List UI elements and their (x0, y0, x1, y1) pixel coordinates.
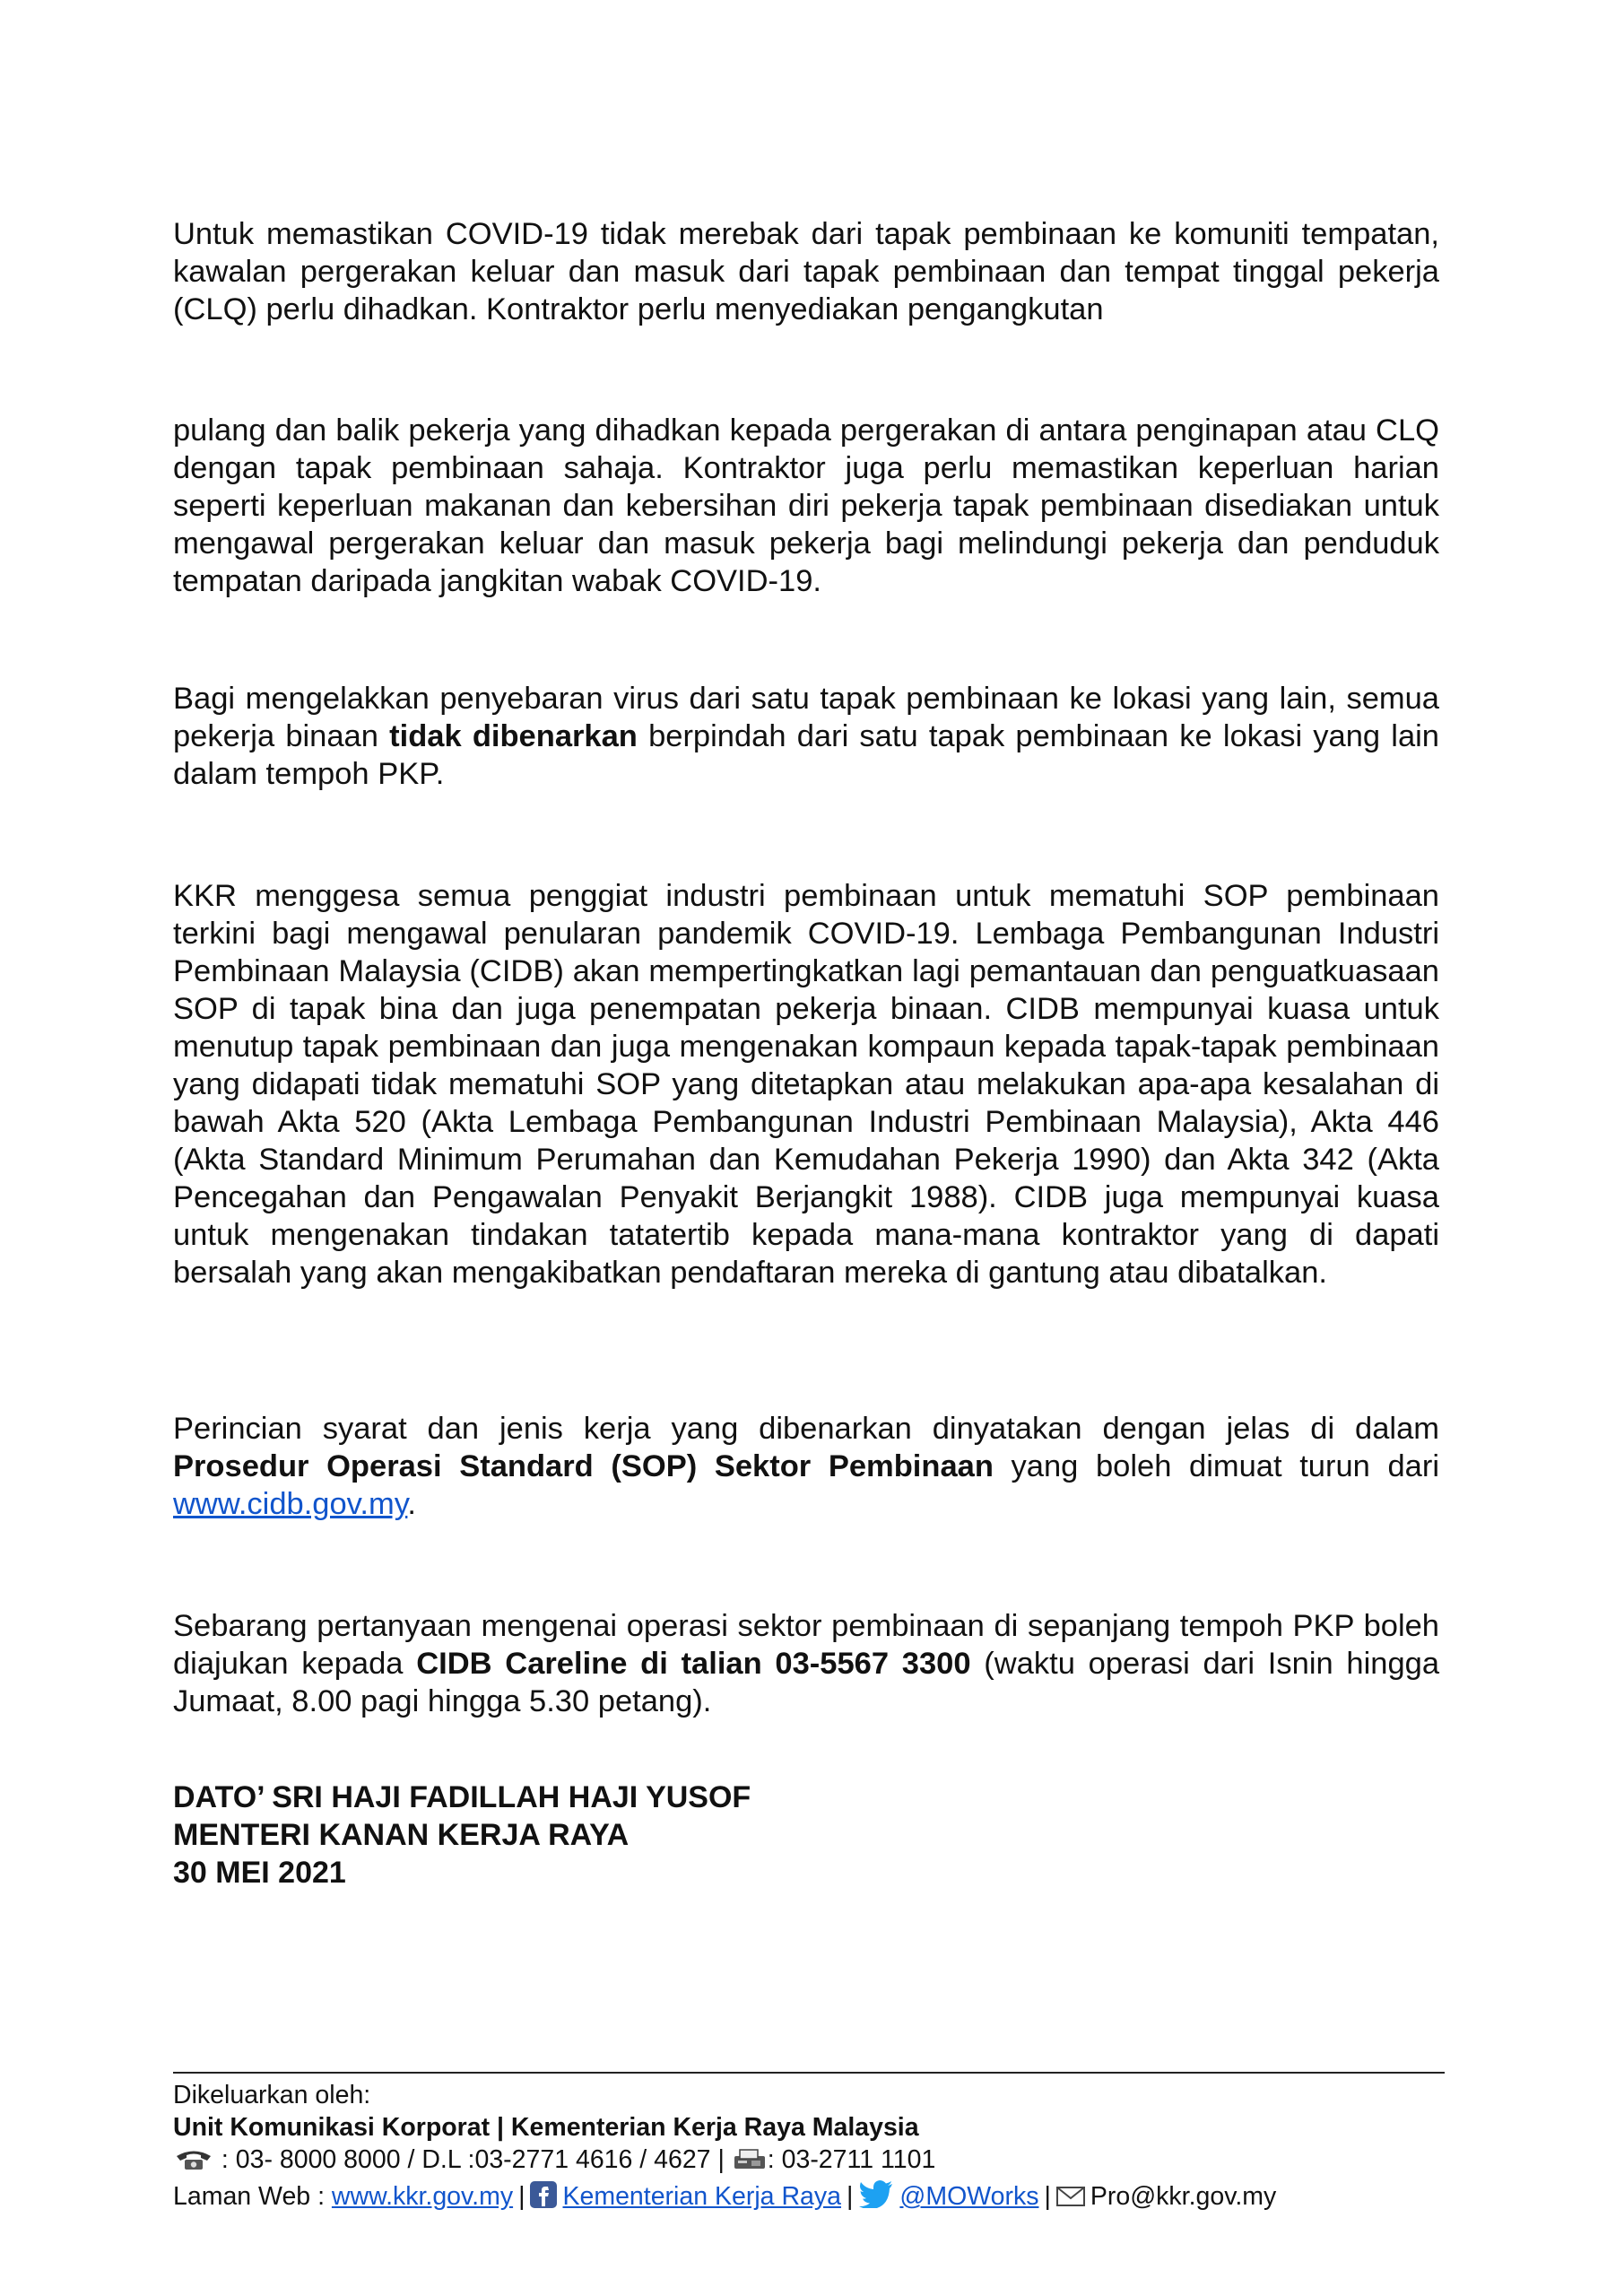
facebook-link[interactable]: Kementerian Kerja Raya (562, 2182, 841, 2211)
email-address[interactable]: Pro@kkr.gov.my (1090, 2182, 1277, 2211)
social-row (173, 2179, 1446, 2216)
text: Perincian syarat dan jenis kerja yang dibenarkan dinyatakan dengan jelas di dalam (173, 1412, 1439, 1446)
fax-number: : 03-2711 1101 (767, 2145, 936, 2174)
paragraph-sop-details (173, 1410, 1439, 1523)
phone-numbers: : 03- 8000 8000 / D.L :03-2771 4616 / 4627 | (214, 2145, 732, 2174)
website-label: Laman Web : (173, 2182, 332, 2211)
email-icon[interactable] (1056, 2184, 1085, 2216)
paragraph-careline (173, 1607, 1439, 1720)
signatory-title: MENTERI KANAN KERJA RAYA (173, 1818, 630, 1852)
contact-row (173, 2144, 1446, 2179)
twitter-link[interactable]: @MOWorks (899, 2182, 1039, 2211)
text: (waktu operasi dari Isnin hingga Jumaat, 8.00 pagi hingga 5.30 petang). (173, 1647, 1440, 1718)
signature-date: 30 MEI 2021 (173, 1856, 346, 1890)
bold-text: Prosedur Operasi Standard (SOP) Sektor Pembinaan (173, 1449, 994, 1483)
text: yang boleh dimuat turun dari (993, 1449, 1439, 1483)
footer-divider (173, 2072, 1445, 2074)
bold-text: tidak dibenarkan (389, 719, 638, 753)
text: Bagi mengelakkan penyebaran virus dari satu tapak pembinaan ke lokasi yang lain, semua pekerja binaan (173, 682, 1439, 753)
paragraph-cidb-enforcement: KKR menggesa semua penggiat industri pembinaan untuk mematuhi SOP pembinaan terkini bagi mengawal penularan pandemik COVID-19. Lembaga Pembangunan Industri Pembinaan Malaysia (CIDB) akan mempertingkatkan lagi pemantauan dan penguatkuasaan SOP di tapak bina dan juga penempatan pekerja binaan. CIDB mempunyai kuasa untuk menutup tapak pembinaan dan juga mengenakan kompaun kepada tapak-tapak pembinaan yang didapati tidak mematuhi SOP yang ditetapkan atau melakukan apa-apa kesalahan di bawah Akta 520 (Akta Lembaga Pembangunan Industri Pembinaan Malaysia), Akta 446 (Akta Standard Minimum Perumahan dan Kemudahan Pekerja 1990) dan Akta 342 (Akta Pencegahan dan Pengawalan Penyakit Berjangkit 1988). CIDB juga mempunyai kuasa untuk mengenakan tindakan tatatertib kepada mana-mana kontraktor yang di dapati bersalah yang akan mengakibatkan pendaftaran mereka di gantung atau dibatalkan. (173, 879, 1439, 1290)
footer (173, 2079, 1446, 2216)
separator: | (518, 2182, 525, 2211)
twitter-icon[interactable] (858, 2179, 894, 2216)
issued-by-label: Dikeluarkan oleh: (173, 2081, 371, 2109)
separator: | (1044, 2182, 1051, 2211)
signatory-name: DATO’ SRI HAJI FADILLAH HAJI YUSOF (173, 1780, 751, 1814)
cidb-website-link[interactable]: www.cidb.gov.my (173, 1487, 408, 1521)
facebook-icon[interactable] (530, 2181, 557, 2216)
text: berpindah dari satu tapak pembinaan ke lokasi yang lain dalam tempoh PKP. (173, 719, 1439, 791)
phone-icon (173, 2147, 214, 2179)
paragraph-transport-needs: pulang dan balik pekerja yang dihadkan kepada pergerakan di antara penginapan atau CLQ dengan tapak pembinaan sahaja. Kontraktor juga perlu memastikan keperluan harian seperti keperluan makanan dan kebersihan diri pekerja tapak pembinaan disediakan untuk mengawal pergerakan keluar dan masuk pekerja bagi melindungi pekerja dan penduduk tempatan daripada jangkitan wabak COVID-19. (173, 413, 1439, 598)
bold-text: CIDB Careline di talian 03-5567 3300 (416, 1647, 971, 1681)
kkr-website-link[interactable]: www.kkr.gov.my (331, 2182, 514, 2211)
text: . (407, 1487, 416, 1521)
separator: | (846, 2182, 854, 2211)
text: Sebarang pertanyaan mengenai operasi sektor pembinaan di sepanjang tempoh PKP boleh diajukan kepada (173, 1609, 1439, 1681)
signature-block (173, 1779, 751, 1892)
paragraph-worker-transfer (173, 680, 1439, 793)
paragraph-clq-movement: Untuk memastikan COVID-19 tidak merebak dari tapak pembinaan ke komuniti tempatan, kawalan pergerakan keluar dan masuk dari tapak pembinaan dan tempat tinggal pekerja (CLQ) perlu dihadkan. Kontraktor perlu menyediakan pengangkutan (173, 217, 1439, 326)
issuing-unit: Unit Komunikasi Korporat | Kementerian Kerja Raya Malaysia (173, 2113, 919, 2142)
fax-icon (732, 2147, 768, 2179)
